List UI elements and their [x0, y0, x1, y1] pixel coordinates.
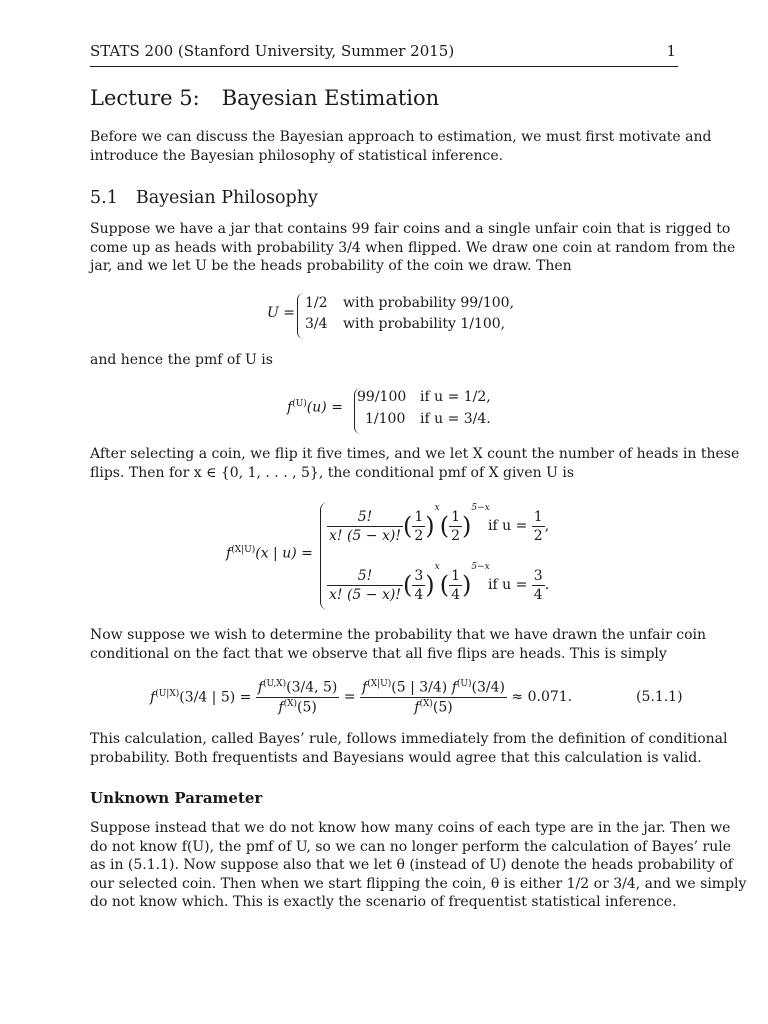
text-line: After selecting a coin, we flip it five times, and we let X count the number of heads in these [90, 446, 740, 462]
text-line: flips. Then for x ∈ {0, 1, . . . , 5}, the conditional pmf of X given U is [90, 464, 575, 481]
text-line: our selected coin. Then when we start flipping the coin, θ is either 1/2 or 3/4, and we simply [90, 875, 747, 892]
unfair-coin-paragraph [90, 626, 706, 663]
page-number: 1 [666, 42, 676, 60]
fraction: $\frac{f^{(U,X)}(3/4, 5)}{f^{(X)}(5)}$ [257, 678, 338, 716]
jar-paragraph [90, 220, 736, 276]
text-line: Now suppose we wish to determine the probability that we have drawn the unfair coin [90, 627, 706, 643]
text-line: Suppose we have a jar that contains 99 fair coins and a single unfair coin that is rigged to [90, 221, 731, 237]
lecture-number: Lecture 5: [90, 86, 200, 110]
flip-paragraph [90, 445, 740, 482]
case-condition: with probability 99/100, [343, 295, 515, 311]
running-header [90, 42, 678, 67]
text-line: This calculation, called Bayes’ rule, follows immediately from the definition of conditional [90, 731, 728, 747]
case-value: 1/2 [305, 295, 328, 311]
course-title: STATS 200 (Stanford University, Summer 2015) [90, 42, 455, 60]
text-line: introduce the Bayesian philosophy of statistical inference. [90, 147, 504, 164]
unknown-parameter-paragraph [90, 819, 747, 912]
eq-lhs: $f^{(X|U)}(x$ | u) = [226, 545, 313, 562]
equation-label: (5.1.1) [636, 689, 683, 705]
case-condition: with probability 1/100, [343, 316, 506, 332]
bayes-rule-paragraph [90, 730, 728, 767]
text-line: jar, and we let U be the heads probability of the coin we draw. Then [90, 258, 572, 274]
fraction: $\frac{f^{(X|U)}(5 | 3/4) f^{(U)}(3/4)}{f^{(X)}(5)}$ [362, 678, 505, 716]
left-brace [297, 293, 304, 339]
text-line: do not know which. This is exactly the scenario of frequentist statistical inference. [90, 894, 677, 910]
section-title-text: Bayesian Philosophy [135, 188, 318, 208]
text-line: come up as heads with probability 3/4 when flipped. We draw one coin at random from the [90, 239, 736, 256]
case-condition: if u = $\frac{3}{4}$ . [488, 567, 550, 603]
text-line: Before we can discuss the Bayesian approach to estimation, we must first motivate and [90, 129, 712, 145]
case-condition: if u = 1/2, [420, 389, 491, 405]
text-line: probability. Both frequentists and Bayesians would agree that this calculation is valid. [90, 749, 702, 766]
intro-paragraph [90, 128, 712, 165]
section-heading [90, 188, 318, 208]
text-line: Suppose instead that we do not know how many coins of each type are in the jar. Then we [90, 820, 731, 836]
case-condition: if u = 3/4. [420, 411, 491, 427]
case-value: 3/4 [305, 316, 328, 332]
case-value: 1/100 [365, 411, 406, 427]
text-line: do not know f(U), the pmf of U, so we can no longer perform the calculation of Bayes’ rule [90, 838, 732, 855]
case-row: $\frac{5!}{x! (5 - x)!}$ ( $\frac{3}{4}$ ) $^x$ ( $\frac{1}{4}$ ) $^{5-x}$ [329, 562, 490, 603]
text-line: and hence the pmf of U is [90, 352, 273, 368]
pmf-intro-text [90, 351, 678, 370]
case-condition: if u = $\frac{1}{2}$ , [488, 508, 550, 544]
subsection-heading: Unknown Parameter [90, 789, 263, 807]
case-row: $\frac{5!}{x! (5 - x)!}$ ( $\frac{1}{2}$ ) $^x$ ( $\frac{1}{2}$ ) $^{5-x}$ [329, 503, 490, 544]
eq-lhs: $f^{(U)}(u)$ = [287, 399, 343, 416]
section-number: 5.1 [90, 188, 118, 208]
text-line: conditional on the fact that we observe that all five flips are heads. This is simply [90, 645, 667, 662]
case-value: 99/100 [357, 389, 407, 405]
lecture-title [90, 86, 439, 110]
equation-bayes-rule: $f^{(U|X)}(3/4$ | 5) = $\frac{f^{(U,X)}(3/4, 5)}{f^{(X)}(5)}$ = $\frac{f^{(X|U)}(5 | 3/4) f^{(U)}(3/4)}{f^{(X)}(5)}$ ≈ 0.071. [150, 678, 573, 716]
text-line: as in (5.1.1). Now suppose also that we let θ (instead of U) denote the heads probability of [90, 857, 733, 873]
eq-lhs: U = [267, 305, 295, 321]
lecture-title-text: Bayesian Estimation [221, 86, 440, 110]
